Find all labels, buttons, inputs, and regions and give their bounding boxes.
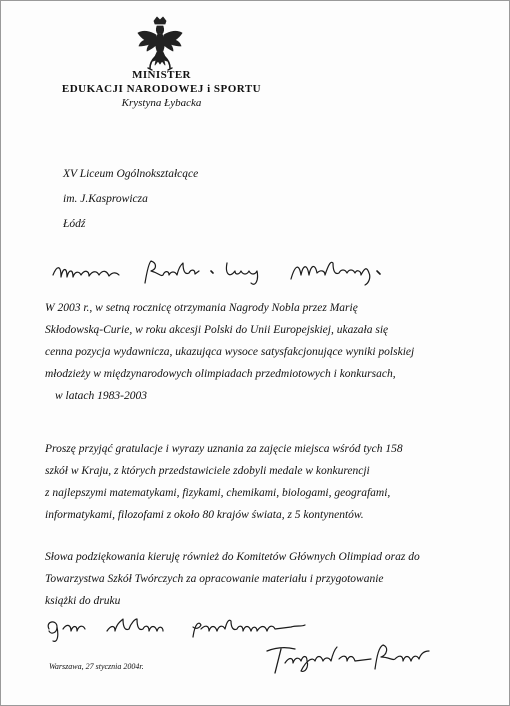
paragraph-3-line: Towarzystwa Szkół Twórczych za opracowanie materiału i przygotowanie	[45, 573, 384, 585]
paragraph-1-line: W 2003 r., w setną rocznicę otrzymania Nagrody Nobla przez Marię	[45, 302, 358, 314]
paragraph-2-line: z najlepszymi matematykami, fizykami, chemikami, biologami, geografami,	[45, 487, 391, 499]
paragraph-3-line: książki do druku	[45, 595, 121, 607]
paragraph-1-line: w latach 1983-2003	[55, 390, 147, 402]
handwritten-closing-icon	[43, 615, 313, 643]
letter-paragraph-3	[45, 546, 420, 612]
letter-paragraph-2	[45, 438, 403, 526]
addressee-line-city: Łódź	[63, 218, 86, 230]
polish-eagle-icon	[134, 15, 186, 73]
signature-icon	[263, 641, 433, 675]
paragraph-1-line: młodzieży w międzynarodowych olimpiadach przedmiotowych i konkursach,	[45, 368, 396, 380]
letter-paragraph-1	[45, 297, 414, 407]
addressee-line-school: XV Liceum Ogólnokształcące	[63, 168, 199, 180]
paragraph-3-line: Słowa podziękowania kieruję również do Komitetów Głównych Olimpiad oraz do	[45, 551, 420, 563]
paragraph-2-line: szkół w Kraju, z których przedstawiciele zdobyli medale w konkurencji	[45, 465, 370, 477]
paragraph-2-line: informatykami, filozofami z około 80 krajów świata, z 5 kontynentów.	[45, 509, 364, 521]
paragraph-1-line: Skłodowską-Curie, w roku akcesji Polski do Unii Europejskiej, ukazała się	[45, 324, 389, 336]
minister-title: MINISTER	[132, 69, 191, 81]
place-and-date: Warszawa, 27 stycznia 2004r.	[49, 662, 144, 671]
paragraph-2-line: Proszę przyjąć gratulacje i wyrazy uznania za zajęcie miejsca wśród tych 158	[45, 443, 403, 455]
addressee-line-patron: im. J.Kasprowicza	[63, 193, 148, 205]
paragraph-1-line: cenna pozycja wydawnicza, ukazująca wysoce satysfakcjonujące wyniki polskiej	[45, 346, 415, 358]
minister-name: Krystyna Łybacka	[121, 97, 202, 109]
letterhead	[49, 69, 274, 110]
handwritten-salutation-icon	[49, 257, 409, 287]
ministry-name: EDUKACJI NARODOWEJ i SPORTU	[61, 83, 262, 95]
